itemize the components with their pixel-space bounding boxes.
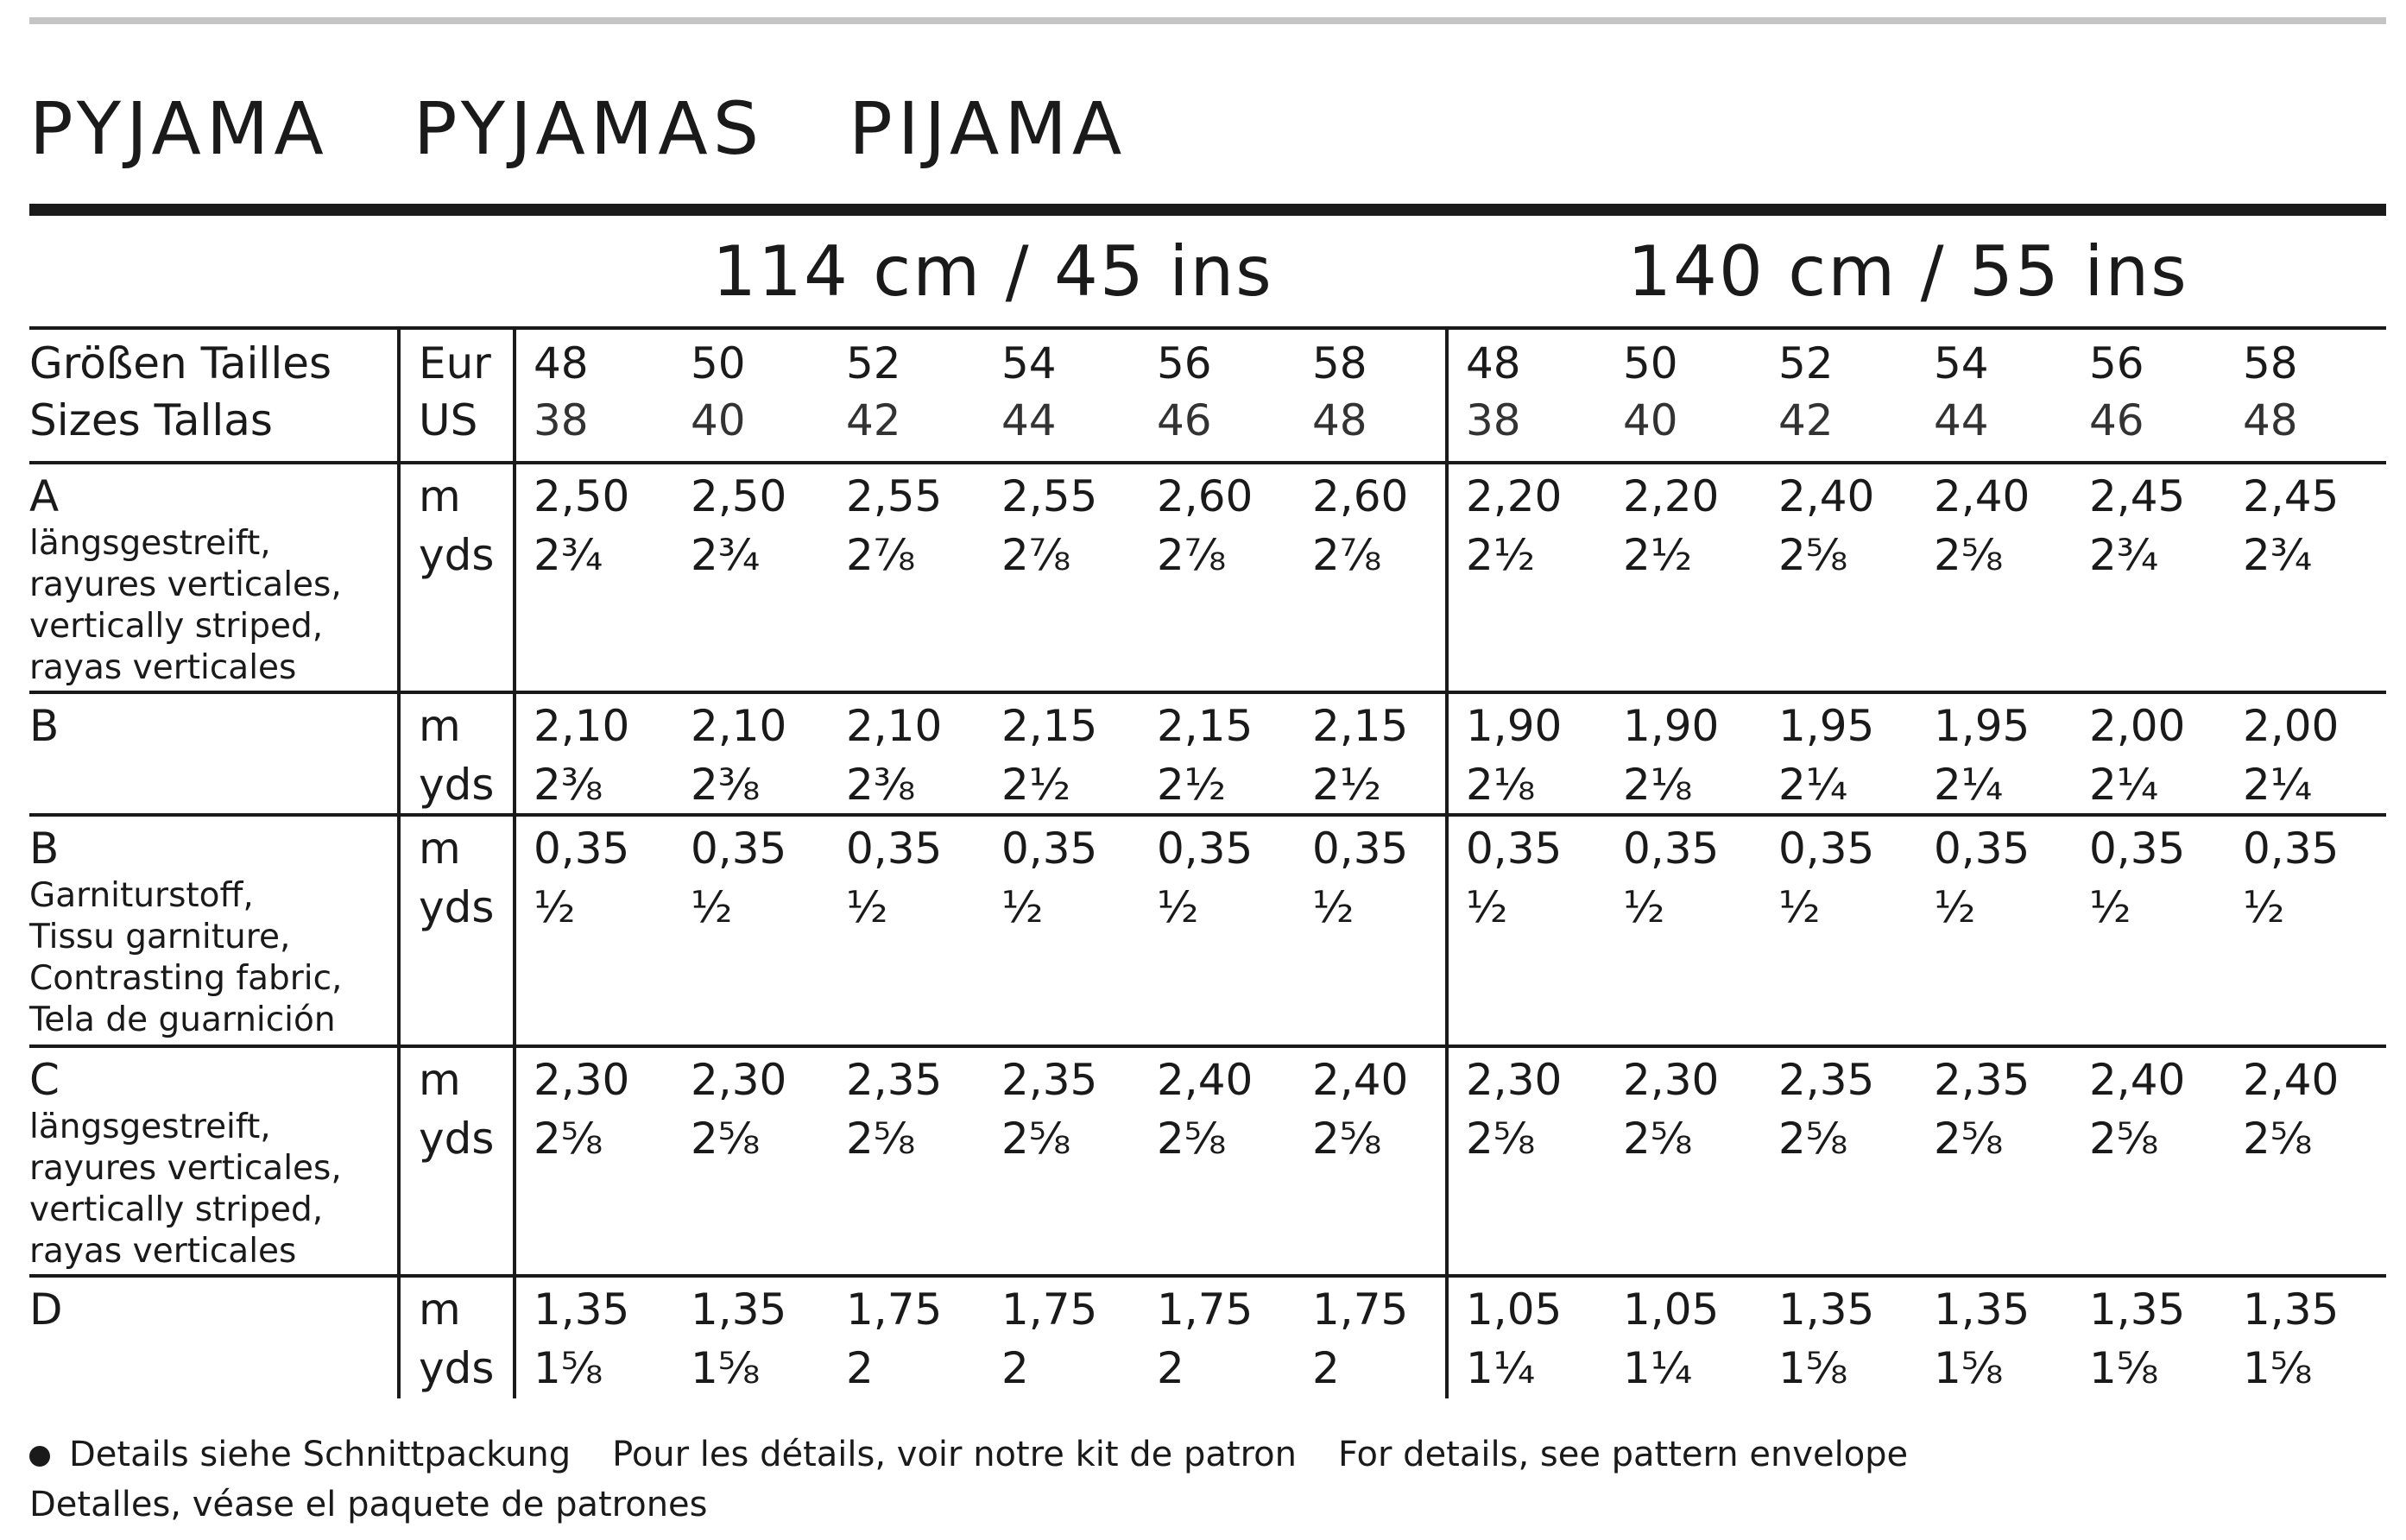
- us-size: 44: [1934, 395, 1989, 445]
- meters-value: 2,30: [1466, 1055, 1563, 1105]
- yards-value: 1¼: [1623, 1343, 1693, 1393]
- size-label-line1: Größen Tailles: [29, 338, 332, 388]
- yards-value: 2⅝: [1778, 530, 1848, 580]
- yards-value: 1⅝: [534, 1343, 603, 1393]
- yards-value: 2⅝: [534, 1114, 603, 1164]
- yards-value: 2½: [1312, 760, 1382, 810]
- description-line: rayures verticales,: [29, 565, 342, 604]
- yards-value: 2⅝: [1312, 1114, 1382, 1164]
- yards-value: ½: [2243, 882, 2285, 932]
- top-divider: [29, 17, 2386, 24]
- meters-value: 2,35: [846, 1055, 943, 1105]
- yards-unit: yds: [419, 1343, 495, 1393]
- yards-value: 2⅜: [846, 760, 916, 810]
- meters-value: 1,75: [1001, 1284, 1098, 1335]
- yards-unit: yds: [419, 1114, 495, 1164]
- view-label: B: [29, 701, 60, 751]
- meters-value: 2,20: [1623, 471, 1720, 521]
- eur-size: 50: [1623, 338, 1678, 388]
- description-line: längsgestreift,: [29, 1108, 271, 1146]
- yards-value: 2¾: [2243, 530, 2313, 580]
- meters-value: 1,35: [534, 1284, 630, 1335]
- meters-value: 2,10: [534, 701, 630, 751]
- meters-value: 2,40: [2243, 1055, 2340, 1105]
- us-size: 48: [1312, 395, 1367, 445]
- yards-value: 2⅝: [1778, 1114, 1848, 1164]
- yards-value: 2¼: [1778, 760, 1848, 810]
- yards-value: 2⅝: [1623, 1114, 1693, 1164]
- description-line: Tela de guarnición: [29, 1000, 336, 1039]
- meters-value: 2,45: [2243, 471, 2340, 521]
- eur-label: Eur: [419, 338, 491, 388]
- footer-note-en: For details, see pattern envelope: [1337, 1435, 1909, 1474]
- meters-value: 1,90: [1623, 701, 1720, 751]
- description-line: vertically striped,: [29, 607, 324, 646]
- us-size: 40: [691, 395, 746, 445]
- view-label: D: [29, 1284, 63, 1335]
- meters-value: 0,35: [691, 824, 787, 874]
- yards-value: 1⅝: [2243, 1343, 2313, 1393]
- meters-value: 1,75: [1312, 1284, 1409, 1335]
- yards-value: ½: [2089, 882, 2131, 932]
- yards-value: 2⅝: [1934, 1114, 2004, 1164]
- table-rule: [29, 813, 2386, 817]
- yards-value: 2⅝: [1157, 1114, 1227, 1164]
- view-label: B: [29, 824, 60, 874]
- meters-value: 1,35: [2243, 1284, 2340, 1335]
- meters-value: 1,05: [1466, 1284, 1563, 1335]
- description-line: rayures verticales,: [29, 1149, 342, 1188]
- yards-value: ½: [846, 882, 888, 932]
- footer-note-fr: Pour les détails, voir notre kit de patron: [612, 1435, 1297, 1474]
- meters-value: 0,35: [1778, 824, 1875, 874]
- us-size: 44: [1001, 395, 1057, 445]
- yards-value: 1⅝: [2089, 1343, 2159, 1393]
- title-rule: [29, 204, 2386, 216]
- yards-value: 2½: [1623, 530, 1693, 580]
- meters-value: 2,60: [1157, 471, 1254, 521]
- meters-value: 0,35: [2243, 824, 2340, 874]
- yards-value: 2⅞: [1001, 530, 1071, 580]
- yards-value: 2⅝: [1934, 530, 2004, 580]
- yards-value: ½: [1001, 882, 1044, 932]
- meters-value: 2,00: [2089, 701, 2186, 751]
- meters-value: 2,00: [2243, 701, 2340, 751]
- yards-value: 2¾: [691, 530, 761, 580]
- table-rule: [29, 1045, 2386, 1048]
- us-size: 42: [846, 395, 901, 445]
- description-line: rayas verticales: [29, 1232, 297, 1271]
- unit-column-divider: [513, 326, 516, 1398]
- eur-size: 48: [1466, 338, 1521, 388]
- yards-value: 2: [1157, 1343, 1184, 1393]
- yards-value: 2: [846, 1343, 874, 1393]
- meters-value: 2,45: [2089, 471, 2186, 521]
- yards-value: 1⅝: [1934, 1343, 2004, 1393]
- view-label: C: [29, 1055, 60, 1105]
- fabric-width-divider: [1445, 326, 1449, 1398]
- yards-value: 2⅝: [1001, 1114, 1071, 1164]
- eur-size: 50: [691, 338, 746, 388]
- meters-value: 1,95: [1934, 701, 2030, 751]
- yards-value: 1⅝: [1778, 1343, 1848, 1393]
- yards-value: 2¾: [2089, 530, 2159, 580]
- yards-value: ½: [1778, 882, 1821, 932]
- yards-value: ½: [1157, 882, 1199, 932]
- yards-unit: yds: [419, 882, 495, 932]
- meters-value: 2,60: [1312, 471, 1409, 521]
- meters-value: 2,20: [1466, 471, 1563, 521]
- yards-value: ½: [1934, 882, 1976, 932]
- meters-value: 1,35: [1778, 1284, 1875, 1335]
- us-size: 46: [1157, 395, 1212, 445]
- meters-value: 2,15: [1157, 701, 1254, 751]
- description-line: Contrasting fabric,: [29, 959, 343, 998]
- meters-unit: m: [419, 1284, 461, 1335]
- yards-value: 2: [1312, 1343, 1340, 1393]
- meters-unit: m: [419, 471, 461, 521]
- meters-value: 2,15: [1001, 701, 1098, 751]
- description-line: rayas verticales: [29, 648, 297, 687]
- eur-size: 56: [1157, 338, 1212, 388]
- meters-value: 2,10: [846, 701, 943, 751]
- yards-value: 2⅛: [1466, 760, 1536, 810]
- description-line: vertically striped,: [29, 1190, 324, 1229]
- fabric-width-114: 114 cm / 45 ins: [712, 231, 1273, 312]
- table-rule: [29, 326, 2386, 330]
- yards-value: ½: [1466, 882, 1508, 932]
- meters-unit: m: [419, 1055, 461, 1105]
- yards-unit: yds: [419, 530, 495, 580]
- bullet-icon: [29, 1446, 50, 1467]
- view-description: [29, 875, 342, 1041]
- table-rule: [29, 461, 2386, 464]
- yards-value: 2⅝: [2243, 1114, 2313, 1164]
- yards-value: ½: [1623, 882, 1665, 932]
- us-size: 38: [534, 395, 589, 445]
- eur-size: 56: [2089, 338, 2144, 388]
- description-line: längsgestreift,: [29, 524, 271, 563]
- us-size: 46: [2089, 395, 2144, 445]
- meters-value: 0,35: [1001, 824, 1098, 874]
- yards-value: 2⅛: [1623, 760, 1693, 810]
- yards-value: 2⅞: [1157, 530, 1227, 580]
- view-description: [29, 1107, 342, 1272]
- yards-unit: yds: [419, 760, 495, 810]
- meters-value: 2,50: [534, 471, 630, 521]
- us-label: US: [419, 395, 478, 445]
- meters-value: 2,55: [846, 471, 943, 521]
- meters-value: 2,40: [1157, 1055, 1254, 1105]
- meters-value: 0,35: [1157, 824, 1254, 874]
- size-label-line2: Sizes Tallas: [29, 395, 273, 445]
- yards-value: 2½: [1157, 760, 1227, 810]
- meters-value: 0,35: [2089, 824, 2186, 874]
- yards-value: 2⅜: [534, 760, 603, 810]
- meters-value: 0,35: [846, 824, 943, 874]
- meters-value: 1,75: [1157, 1284, 1254, 1335]
- meters-value: 0,35: [1312, 824, 1409, 874]
- yards-value: 2⅝: [846, 1114, 916, 1164]
- yards-value: ½: [534, 882, 576, 932]
- footer-note-de: Details siehe Schnittpackung: [69, 1435, 572, 1474]
- description-line: Tissu garniture,: [29, 918, 291, 956]
- yards-value: 2⅝: [691, 1114, 761, 1164]
- us-size: 42: [1778, 395, 1834, 445]
- meters-value: 2,35: [1001, 1055, 1098, 1105]
- meters-unit: m: [419, 824, 461, 874]
- label-column-divider: [397, 326, 401, 1398]
- meters-value: 2,35: [1934, 1055, 2030, 1105]
- eur-size: 52: [846, 338, 901, 388]
- us-size: 48: [2243, 395, 2298, 445]
- yards-value: 2½: [1001, 760, 1071, 810]
- meters-value: 0,35: [1623, 824, 1720, 874]
- eur-size: 52: [1778, 338, 1834, 388]
- description-line: Garniturstoff,: [29, 876, 254, 915]
- yards-value: 2¼: [2243, 760, 2313, 810]
- meters-value: 1,35: [691, 1284, 787, 1335]
- meters-value: 0,35: [1466, 824, 1563, 874]
- table-rule: [29, 1274, 2386, 1278]
- yards-value: 2⅝: [1466, 1114, 1536, 1164]
- meters-value: 2,30: [691, 1055, 787, 1105]
- eur-size: 54: [1934, 338, 1989, 388]
- table-rule: [29, 691, 2386, 694]
- yards-value: 2: [1001, 1343, 1029, 1393]
- yards-value: 2¼: [2089, 760, 2159, 810]
- yards-value: 2⅜: [691, 760, 761, 810]
- meters-value: 2,30: [534, 1055, 630, 1105]
- meters-unit: m: [419, 701, 461, 751]
- yards-value: 2⅞: [846, 530, 916, 580]
- page-title: PYJAMA PYJAMAS PIJAMA: [29, 86, 1127, 171]
- meters-value: 2,40: [1778, 471, 1875, 521]
- eur-size: 58: [2243, 338, 2298, 388]
- yards-value: ½: [1312, 882, 1355, 932]
- meters-value: 1,95: [1778, 701, 1875, 751]
- meters-value: 2,35: [1778, 1055, 1875, 1105]
- meters-value: 1,90: [1466, 701, 1563, 751]
- meters-value: 2,30: [1623, 1055, 1720, 1105]
- yards-value: 1⅝: [691, 1343, 761, 1393]
- meters-value: 1,05: [1623, 1284, 1720, 1335]
- us-size: 40: [1623, 395, 1678, 445]
- meters-value: 2,40: [1312, 1055, 1409, 1105]
- meters-value: 2,55: [1001, 471, 1098, 521]
- footer-note: [29, 1430, 2378, 1530]
- fabric-width-140: 140 cm / 55 ins: [1627, 231, 2188, 312]
- meters-value: 2,40: [2089, 1055, 2186, 1105]
- view-label: A: [29, 471, 60, 521]
- eur-size: 54: [1001, 338, 1057, 388]
- yards-value: 2¾: [534, 530, 603, 580]
- meters-value: 2,10: [691, 701, 787, 751]
- meters-value: 2,50: [691, 471, 787, 521]
- meters-value: 0,35: [534, 824, 630, 874]
- yards-value: 2⅞: [1312, 530, 1382, 580]
- yards-value: ½: [691, 882, 733, 932]
- meters-value: 2,40: [1934, 471, 2030, 521]
- meters-value: 1,75: [846, 1284, 943, 1335]
- footer-note-es: Detalles, véase el paquete de patrones: [29, 1485, 708, 1524]
- meters-value: 1,35: [2089, 1284, 2186, 1335]
- meters-value: 2,15: [1312, 701, 1409, 751]
- meters-value: 1,35: [1934, 1284, 2030, 1335]
- eur-size: 58: [1312, 338, 1367, 388]
- view-description: [29, 523, 342, 689]
- us-size: 38: [1466, 395, 1521, 445]
- yards-value: 2⅝: [2089, 1114, 2159, 1164]
- eur-size: 48: [534, 338, 589, 388]
- yards-value: 1¼: [1466, 1343, 1536, 1393]
- meters-value: 0,35: [1934, 824, 2030, 874]
- yards-value: 2½: [1466, 530, 1536, 580]
- yards-value: 2¼: [1934, 760, 2004, 810]
